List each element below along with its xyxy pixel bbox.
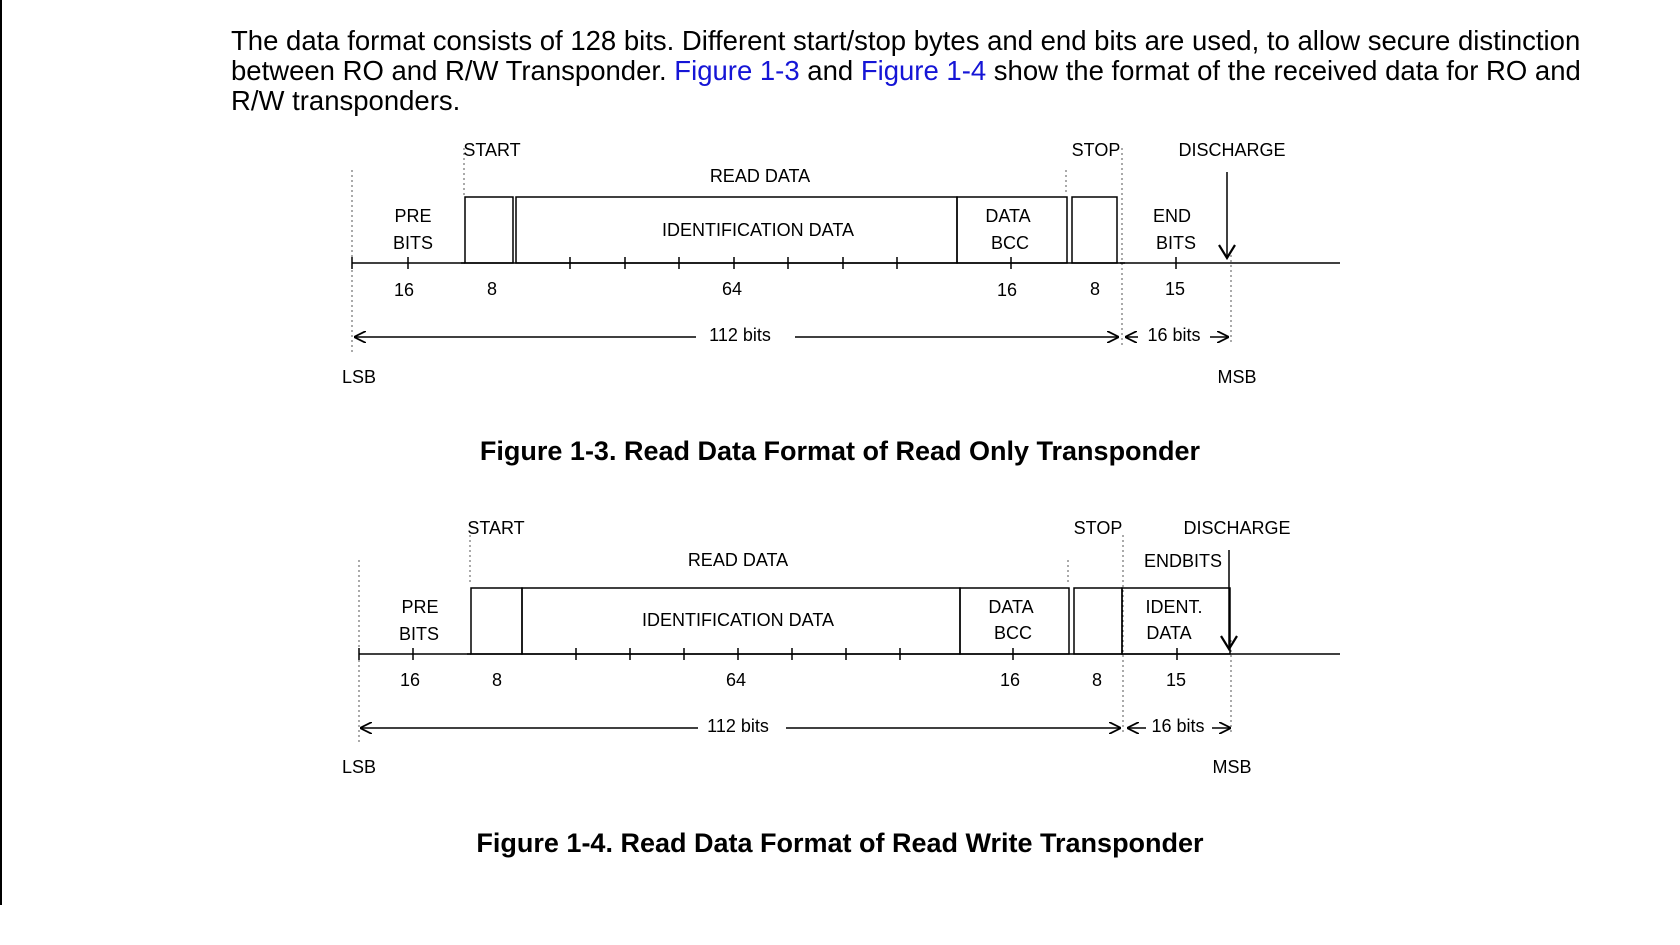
count-bcc: 16: [999, 670, 1021, 690]
span-16-bits-label: 16 bits: [1147, 325, 1201, 345]
span-112-bits-label: 112 bits: [709, 325, 771, 345]
count-start: 8: [486, 279, 498, 299]
read-data-label: READ DATA: [709, 166, 811, 186]
count-start: 8: [491, 670, 503, 690]
intro-text: show the format of the received data for RO and R/W transponders.: [231, 55, 1581, 116]
span-16-bits-label: 16 bits: [1151, 716, 1205, 736]
dotted-guides: [359, 535, 1231, 745]
bcc-label: BCC: [990, 233, 1030, 253]
span-112-bits-label: 112 bits: [707, 716, 769, 736]
start-label: START: [463, 140, 521, 160]
bcc-label: BCC: [993, 623, 1033, 643]
endbits-label: ENDBITS: [1143, 551, 1223, 571]
discharge-label: DISCHARGE: [1178, 140, 1286, 160]
discharge-label: DISCHARGE: [1183, 518, 1291, 538]
intro-text: and: [799, 55, 861, 86]
start-byte-box: [471, 588, 522, 654]
figure-1-4-caption: Figure 1-4. Read Data Format of Read Write Transponder: [476, 828, 1204, 858]
pre-label: PRE: [394, 206, 432, 226]
data-label: DATA: [985, 206, 1031, 226]
count-pre-bits: 16: [393, 280, 415, 300]
figure-1-3-caption: Figure 1-3. Read Data Format of Read Only Transponder: [479, 436, 1201, 466]
end-label: END: [1152, 206, 1192, 226]
lsb-label: LSB: [341, 367, 377, 387]
figure-1-3-link[interactable]: Figure 1-3: [674, 55, 800, 86]
count-identification: 64: [725, 670, 747, 690]
data-label: DATA: [988, 597, 1034, 617]
figure-1-4-link[interactable]: Figure 1-4: [860, 55, 987, 86]
count-bcc: 16: [996, 280, 1018, 300]
count-identification: 64: [721, 279, 743, 299]
lsb-label: LSB: [341, 757, 377, 777]
stop-byte-box: [1074, 588, 1122, 654]
count-end-bits: 15: [1164, 279, 1186, 299]
bits-label: BITS: [392, 233, 434, 253]
identification-data-label: IDENTIFICATION DATA: [642, 610, 834, 630]
ident-label: IDENT.: [1145, 597, 1203, 617]
count-pre-bits: 16: [399, 670, 421, 690]
identification-data-label: IDENTIFICATION DATA: [662, 220, 854, 240]
msb-label: MSB: [1217, 367, 1257, 387]
end-bits-label: BITS: [1155, 233, 1197, 253]
count-stop: 8: [1089, 279, 1101, 299]
count-ident-data: 15: [1165, 670, 1187, 690]
pre-label: PRE: [401, 597, 439, 617]
stop-label: STOP: [1073, 518, 1123, 538]
count-stop: 8: [1091, 670, 1103, 690]
read-data-label: READ DATA: [687, 550, 789, 570]
start-label: START: [467, 518, 525, 538]
bits-label: BITS: [398, 624, 440, 644]
stop-label: STOP: [1071, 140, 1121, 160]
msb-label: MSB: [1212, 757, 1252, 777]
intro-text: The data format consists of 128 bits. Different start/stop bytes and end bits are used, to allow secure distinction between RO and R/W Transponder.: [231, 25, 1581, 86]
ident-data-label: DATA: [1146, 623, 1192, 643]
